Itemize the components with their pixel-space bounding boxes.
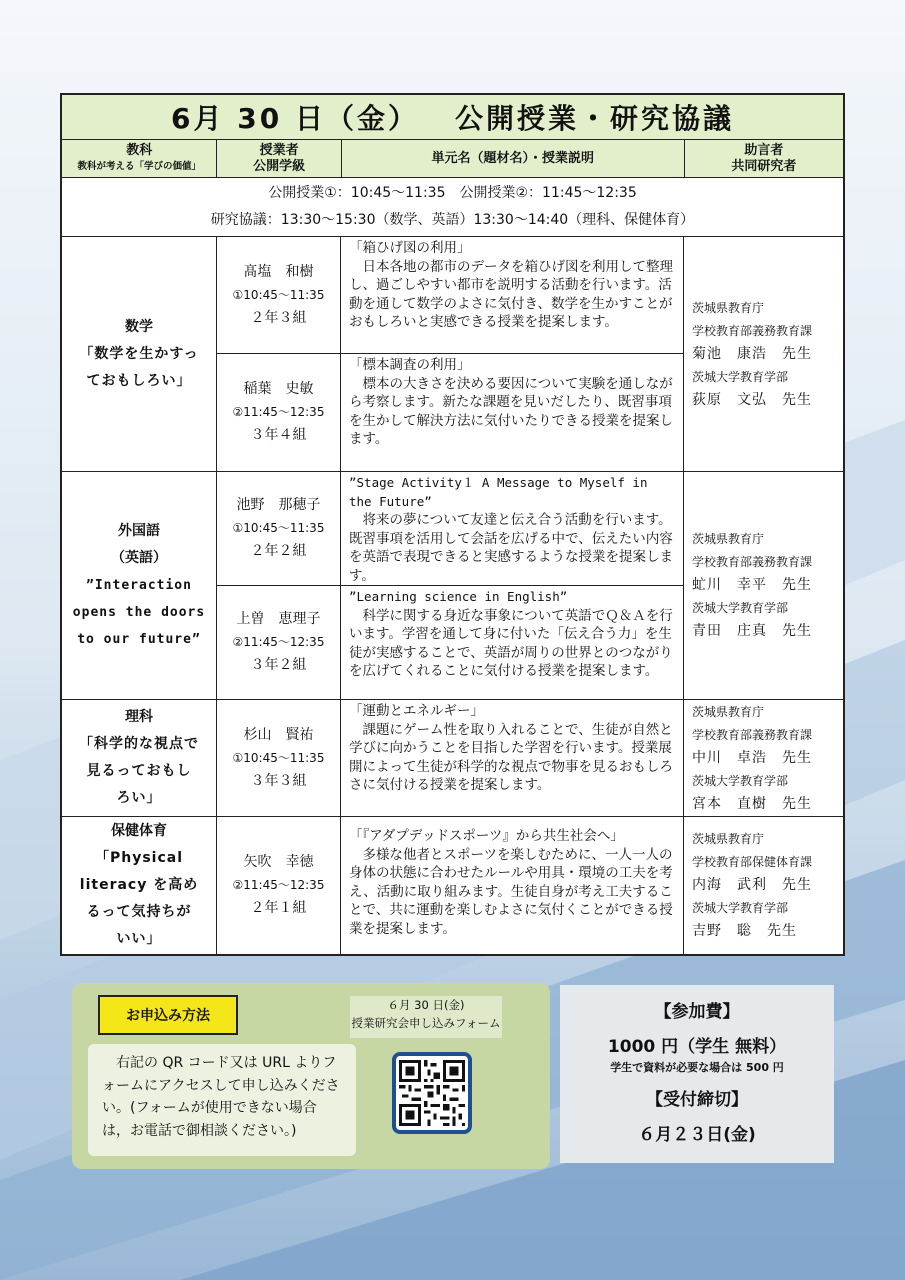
advisor-name: 青田 庄真 先生: [692, 623, 812, 639]
teacher-name: 髙塩 和樹: [243, 263, 314, 280]
teacher-cell: [217, 817, 341, 954]
advisor-dept: 学校教育部義務教育課: [692, 727, 813, 742]
advisor-dept: 学校教育部義務教育課: [692, 323, 813, 338]
lesson-row: [217, 586, 684, 699]
teacher-cell: [217, 472, 341, 585]
advisor-cell: [684, 817, 843, 954]
schedule-line-1: 公開授業①：10:45～11:35 公開授業②：11:45～12:35: [268, 185, 637, 201]
advisor-org: 茨城大学教育学部: [692, 369, 789, 384]
lesson-body: 科学に関する身近な事象について英語でＱ＆Ａを行います。学習を通して身に付いた「伝え合う力」を生徒が実感することで、英語が周りの世界とのつながりを広げてくれることに気付ける授業を提案します。: [349, 607, 673, 679]
subject-block-pe: [62, 817, 843, 954]
class-name: ２年３組: [250, 309, 307, 326]
title-event: 公開授業・研究協議: [454, 102, 734, 135]
lesson-title: 「『アダプデッドスポーツ』から共生社会へ」: [349, 828, 624, 844]
subject-name: 保健体育: [111, 823, 167, 839]
lessons: [217, 472, 684, 699]
lessons: [217, 817, 684, 954]
subject-value-line: to our future”: [77, 632, 201, 647]
header-teacher-sub: 公開学級: [253, 158, 306, 174]
teacher-cell: [217, 354, 341, 471]
lesson-description: [341, 472, 684, 585]
lesson-time: ①10:45～11:35: [232, 287, 325, 302]
advisor-name: 虻川 幸平 先生: [692, 577, 812, 593]
table-header: [62, 140, 843, 178]
form-caption: [350, 996, 502, 1038]
lesson-title: 「箱ひげ図の利用」: [349, 240, 471, 256]
advisor-name: 吉野 聡 先生: [692, 923, 797, 939]
subject-cell: [62, 237, 217, 471]
header-advisor-label: 助言者: [744, 142, 784, 158]
header-subject-label: 教科: [126, 142, 153, 158]
subject-block-math: [62, 237, 843, 472]
fee-note: 学生で資料が必要な場合は 500 円: [610, 1061, 784, 1074]
lesson-body: 課題にゲーム性を取り入れることで、生徒が自然と学びに向かうことを目指した学習を行います。授業展開によって生徒が科学的な視点で物事を見るおもしろさに気付ける授業を提案します。: [349, 721, 673, 793]
class-name: ２年２組: [250, 543, 307, 559]
advisor-org: 茨城大学教育学部: [692, 901, 789, 915]
advisor-name: 菊池 康浩 先生: [692, 345, 812, 362]
table-title: [62, 95, 843, 140]
lesson-row: [217, 817, 684, 954]
advisor-cell: [684, 237, 843, 471]
lesson-body: 将来の夢について友達と伝え合う活動を行います。既習事項を活用して会話を広げる中で、伝えたい内容を英語で表現できると実感するような授業を提案します。: [349, 512, 673, 584]
subject-name: 数学: [125, 318, 153, 335]
schedule-table: [60, 93, 845, 956]
header-advisor-sub: 共同研究者: [731, 158, 797, 174]
header-teacher-label: 授業者: [259, 142, 299, 158]
header-teacher: [217, 140, 342, 177]
lesson-body: 標本の大きさを決める要因について実験を通しながら考察します。新たな課題を見いだしたり、既習事項を生かして解決方法に気付いたりできる授業を提案します。: [349, 375, 673, 447]
fee-heading: 【参加費】: [654, 1002, 740, 1022]
subject-value-line: 「数学を生かすっ: [79, 345, 199, 362]
class-name: ３年３組: [250, 772, 307, 789]
advisor-dept: 学校教育部保健体育課: [692, 855, 813, 869]
teacher-name: 杉山 賢祐: [243, 726, 314, 743]
teacher-name: 矢吹 幸徳: [243, 854, 314, 870]
qr-code[interactable]: [392, 1052, 472, 1134]
subject-block-english: [62, 472, 843, 700]
lesson-time: ②11:45～12:35: [232, 405, 325, 419]
schedule-line-2: 研究協議：13:30～15:30（数学、英語）13:30～14:40（理科、保健体育）: [210, 212, 695, 228]
lesson-description: [341, 237, 684, 353]
apply-instructions: 右記の QR コード又は URL よりフォームにアクセスして申し込みください。(フォームが使用できない場合は，お電話で御相談ください。): [88, 1044, 356, 1156]
teacher-name: 稲葉 史敏: [243, 381, 314, 397]
header-unit-label: 単元名（題材名）・授業説明: [431, 150, 595, 166]
advisor-dept: 学校教育部義務教育課: [692, 555, 813, 569]
lesson-time: ②11:45～12:35: [232, 635, 325, 649]
form-name: 授業研究会申し込みフォーム: [351, 1016, 501, 1030]
advisor-org: 茨城県教育庁: [692, 532, 765, 546]
lesson-description: [341, 586, 684, 699]
lesson-body: 多様な他者とスポーツを楽しむために、一人一人の身体の状態に合わせたルールや用具・環境の工夫を考え、活動に取り組みます。生徒自身が考え工夫することで、共に運動を楽しむよさに気付くことができる授業を提案します。: [349, 846, 673, 937]
subject-cell: [62, 472, 217, 699]
form-date: ６月 30 日(金): [387, 998, 465, 1012]
advisor-org: 茨城県教育庁: [692, 832, 765, 846]
advisor-org: 茨城大学教育学部: [692, 601, 789, 615]
title-date: 6月 30 日（金）: [171, 102, 419, 135]
advisor-cell: [684, 700, 843, 816]
lesson-row: [217, 700, 684, 816]
subject-block-science: [62, 700, 843, 817]
subject-value-line: 見るっておもし: [86, 763, 192, 779]
subject-value-line: opens the doors: [72, 605, 206, 620]
lesson-row: [217, 237, 684, 354]
schedule-times: [62, 178, 843, 237]
lessons: [217, 237, 684, 471]
subject-value-line: 「科学的な視点で: [79, 736, 199, 752]
lesson-title: ”Stage Activity１ A Message to Myself in the Future”: [349, 475, 648, 509]
lesson-row: [217, 472, 684, 586]
subject-name: 外国語: [118, 523, 160, 539]
header-subject-sub: 教科が考える「学びの価値」: [77, 160, 201, 172]
advisor-org: 茨城県教育庁: [692, 704, 765, 719]
lesson-row: [217, 354, 684, 471]
subject-name: 理科: [125, 709, 153, 725]
lesson-title: 「標本調査の利用」: [349, 357, 471, 373]
teacher-name: 池野 那穂子: [236, 497, 321, 513]
lesson-time: ②11:45～12:35: [232, 878, 325, 892]
header-subject: [62, 140, 217, 177]
lesson-time: ①10:45～11:35: [232, 521, 325, 535]
deadline-heading: 【受付締切】: [646, 1090, 748, 1110]
teacher-cell: [217, 586, 341, 699]
deadline-date: ６月２３日(金): [638, 1125, 756, 1145]
lesson-description: [341, 817, 684, 954]
advisor-cell: [684, 472, 843, 699]
lesson-description: [341, 354, 684, 471]
subject-value-line: いい」: [116, 931, 162, 947]
subject-cell: [62, 817, 217, 954]
advisor-name: 内海 武利 先生: [692, 877, 812, 893]
subject-value-line: ”Interaction: [86, 578, 192, 593]
fee-section: [560, 985, 834, 1163]
teacher-name: 上曽 恵理子: [236, 611, 321, 627]
class-name: ２年１組: [250, 900, 307, 916]
teacher-cell: [217, 700, 341, 816]
lesson-description: [341, 700, 684, 816]
subject-cell: [62, 700, 217, 816]
subject-value-line: 「Physical: [94, 850, 184, 866]
subject-value-line: ろい」: [116, 790, 162, 806]
lessons: [217, 700, 684, 816]
subject-value-line: （英語）: [111, 550, 167, 566]
lesson-title: ”Learning science in English”: [349, 589, 568, 604]
subject-value-line: るって気持ちが: [86, 904, 192, 920]
subject-value-line: literacy を高め: [79, 877, 199, 893]
qr-code-icon: [399, 1060, 465, 1126]
advisor-name: 荻原 文弘 先生: [692, 391, 812, 408]
header-advisor: [685, 140, 843, 177]
class-name: ３年４組: [250, 427, 307, 443]
teacher-cell: [217, 237, 341, 353]
class-name: ３年２組: [250, 657, 307, 673]
lesson-title: 「運動とエネルギー」: [349, 703, 484, 719]
fee-value: 1000 円（学生 無料）: [607, 1037, 787, 1057]
advisor-name: 中川 卓浩 先生: [692, 749, 812, 766]
advisor-org: 茨城県教育庁: [692, 300, 765, 315]
advisor-org: 茨城大学教育学部: [692, 773, 789, 788]
lesson-time: ①10:45～11:35: [232, 750, 325, 765]
header-unit: [342, 140, 685, 177]
apply-label: お申込み方法: [98, 995, 238, 1035]
lesson-body: 日本各地の都市のデータを箱ひげ図を利用して整理し、過ごしやすい都市を説明する活動を行います。活動を通して数学のよさに気付き、数学を生かすことがおもしろいと実感できる授業を提案します。: [349, 258, 673, 330]
subject-value-line: ておもしろい」: [86, 372, 192, 389]
advisor-name: 宮本 直樹 先生: [692, 795, 812, 812]
